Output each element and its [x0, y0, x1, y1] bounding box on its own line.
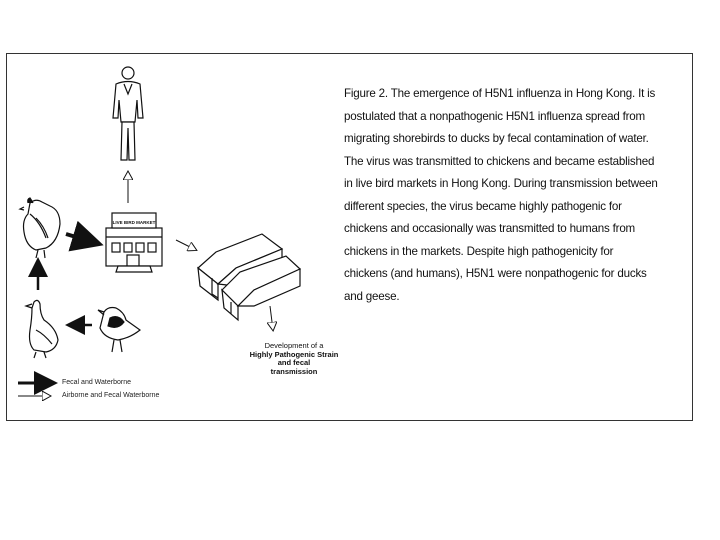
development-line2: Highly Pathogenic Strain	[249, 349, 339, 359]
market-sign: LIVE BIRD MARKET	[112, 220, 156, 225]
development-line1: Development of a	[264, 341, 324, 350]
development-line3: and fecal	[277, 358, 311, 368]
arrow-market-to-farm	[176, 240, 196, 250]
legend-airborne	[62, 392, 159, 399]
arrow-farm-to-development	[270, 306, 273, 330]
duck-icon	[26, 300, 58, 358]
legend-fecal-text: Fecal and Waterborne	[62, 379, 131, 386]
development-line4: transmission	[270, 366, 318, 376]
figure-caption: Figure 2. The emergence of H5N1 influenza in Hong Kong. It is postulated that a nonpathogenic H5N1 influenza spread from migrating shorebirds to ducks by fecal contamination of water. The virus was transmitted to chickens and became established in live bird markets in Hong Kong. During transmission between different species, the virus became highly pathogenic for chickens and occasionally was transmitted to humans from chickens in the markets. Despite high pathogenicity for chickens (and humans), H5N1 were nonpathogenic for ducks and geese.	[344, 87, 658, 303]
poultry-farm-icon	[198, 234, 300, 320]
arrow-chicken-to-market	[66, 234, 96, 243]
shorebird-icon	[98, 308, 140, 353]
chicken-icon	[20, 198, 60, 258]
legend-airborne-text: Airborne and Fecal Waterborne	[62, 392, 160, 399]
development-label	[224, 342, 364, 377]
human-icon	[113, 67, 143, 160]
legend-fecal	[62, 379, 131, 386]
